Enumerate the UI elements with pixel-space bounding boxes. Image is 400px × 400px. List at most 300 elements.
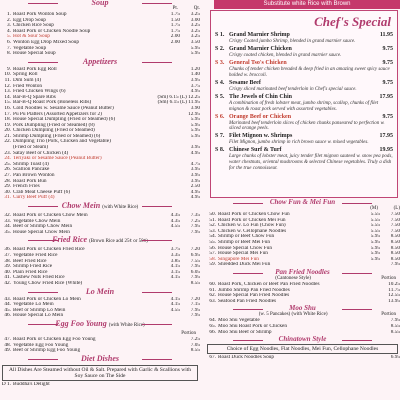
- item-price: 1.40: [190, 72, 200, 78]
- item-price-large: 7.50: [390, 217, 400, 223]
- substitute-banner: Substitute white Rice with Brown: [214, 0, 400, 9]
- item-number: 41.: [4, 275, 11, 281]
- item-price-large: 5.95: [190, 51, 200, 57]
- item-description: Large chunks of lobster meat, juicy tender filet mignon sauteed w. snow pea pods, water chestnuts, oriental mushrooms & selected Chinese vegetables. Truly a dish for the true connoisseur.: [229, 154, 393, 171]
- item-number: 9.: [7, 66, 11, 72]
- lomein-heading: [0, 287, 200, 297]
- item-name: Chinese Surf & Turf: [229, 147, 282, 154]
- item-price-large: 7.55: [190, 258, 200, 264]
- item-name: Roast Pork or Chicken Chow Mein: [13, 213, 88, 218]
- mooshu-sub2: (with White Rice): [291, 312, 328, 318]
- panfried-sub: (Cantonese Style): [275, 275, 311, 281]
- item-price: 10.25: [388, 281, 400, 287]
- item-name: French Fries: [13, 184, 40, 190]
- item-price-large: 6.05: [190, 269, 200, 275]
- item-name: Roast Duck Noodles Soup: [218, 355, 275, 361]
- item-name: Beef or Shrimp Lo Mein: [13, 307, 66, 313]
- item-price-large: 7.50: [390, 212, 400, 217]
- item-price-small: 4.15: [170, 302, 180, 308]
- friedrice-list: [0, 247, 200, 286]
- item-price-large: 7.95: [190, 229, 200, 235]
- item-price: 3.95: [190, 178, 200, 184]
- item-price: 6.95: [390, 355, 400, 361]
- item-name: Satay Beef or Chicken (4): [13, 150, 69, 156]
- item-name: Cashew Nuts Fried Rice: [13, 275, 65, 281]
- item-number: 36.: [4, 247, 11, 253]
- item-name: Cold Noodles w. Sesame Sauce (Peanut Butter): [13, 105, 114, 111]
- lomein-title: Lo Mein: [85, 286, 115, 296]
- item-name: House Special Soup: [13, 51, 56, 57]
- item-description: Crispy coated chicken, blended in grand marnier sauce.: [229, 53, 342, 59]
- item-number: 16.: [4, 105, 11, 111]
- mooshu-sub: (w. 5 Pancakes): [258, 312, 291, 318]
- item-name: Dim Sum (4): [13, 77, 41, 83]
- panfried-portion-label: Portion: [381, 275, 396, 281]
- chef-special-item: [211, 60, 397, 67]
- item-price: 9.75: [382, 113, 393, 120]
- chef-special-list: [211, 32, 397, 173]
- item-name: Wonton Egg Drop Mixed Soup: [13, 39, 80, 45]
- item-number: 56.: [209, 245, 216, 251]
- item-number: 12.: [4, 83, 11, 89]
- diet-note: All Dishes Are Steamed without Oil & Salt. Prepared with Garlic & Scallions with Soy Sauce on The Side: [2, 365, 198, 381]
- item-name: The Jewels of Chin Chin: [229, 93, 293, 100]
- item-number: 53.: [209, 228, 216, 234]
- item-number: 44.: [4, 302, 11, 308]
- mooshu-list: [205, 318, 400, 335]
- item-price-large: 5.95: [190, 45, 200, 51]
- item-number: 25.: [4, 161, 11, 167]
- item-description: Crispy Coated jumbo Shrimp, blended in grand marnier sauce.: [229, 39, 356, 44]
- item-number: 64.: [209, 318, 216, 324]
- item-price-small: 5.95: [370, 234, 380, 240]
- chowfun-heading: [205, 198, 400, 206]
- appetizers-heading: [0, 57, 200, 67]
- item-price-large: 7.35: [190, 213, 200, 218]
- chef-special-item: [211, 80, 397, 87]
- item-number: 59.: [209, 262, 216, 268]
- item-number: S 4.: [215, 79, 225, 86]
- mooshu-heading: [205, 304, 400, 312]
- item-number: 42.: [4, 280, 11, 286]
- item-price: 7.25: [190, 336, 200, 342]
- item-number: 51.: [209, 217, 216, 223]
- item-description: Crispy sliced marinated beef tenderloin in Chef's special sauce.: [229, 86, 357, 92]
- chef-special-item: [211, 46, 397, 53]
- item-number: 55.: [209, 239, 216, 245]
- item-price-large: 7.95: [390, 262, 400, 268]
- item-price: 4.95: [190, 189, 200, 195]
- item-price-large: 8.50: [390, 239, 400, 245]
- item-number: 13.: [4, 89, 11, 95]
- item-price-large: 8.50: [390, 251, 400, 257]
- item-number: S 1.: [215, 32, 225, 38]
- eggfooyoung-list: [0, 337, 200, 354]
- item-name: Moo Shu Vegetable: [218, 318, 260, 324]
- chowfun-m-label: (M): [370, 206, 378, 211]
- item-name: Jumbo Shrimp Pan Fried Noodles: [218, 287, 290, 293]
- item-number: 20.: [4, 128, 11, 134]
- item-price-small: 5.55: [370, 217, 380, 223]
- item-name: Orange Beef or Chicken: [229, 113, 292, 120]
- item-price-large: 7.50: [390, 223, 400, 229]
- chinatown-list: [205, 355, 400, 361]
- item-number: 18.: [4, 117, 11, 123]
- item-name: Roast Pork or Chicken Fried Rice: [13, 247, 85, 253]
- item-name: Plain Fried Rice: [13, 269, 48, 275]
- item-number: 67.: [209, 355, 216, 361]
- item-price-large: 7.95: [190, 307, 200, 313]
- item-number: 43.: [4, 296, 11, 302]
- item-price: 7.05: [190, 342, 200, 348]
- item-name: Chicken Rice Soup: [13, 23, 54, 29]
- item-price-large: 7.95: [190, 275, 200, 281]
- friedrice-sub: (Brown Rice add 25¢ or 50¢): [89, 239, 148, 245]
- item-name: Grand Marnier Chicken: [229, 46, 292, 53]
- left-column: [0, 0, 200, 387]
- item-price: 5.95: [190, 133, 200, 139]
- item-price: 12.95: [188, 111, 200, 117]
- item-price-small: 3.75: [170, 247, 180, 253]
- chowmein-title: Chow Mein: [61, 201, 101, 210]
- item-name: Shrimp or Beef Chow Fun: [218, 234, 275, 240]
- item-number: 45.: [4, 307, 11, 313]
- item-price: 8.55: [390, 329, 400, 335]
- item-price-small: 3.15: [170, 269, 180, 275]
- item-number: 62.: [209, 293, 216, 299]
- chinatown-heading: [205, 335, 400, 343]
- item-price: 11.75: [388, 287, 400, 293]
- item-price-small: 4.15: [170, 296, 180, 302]
- item-name: (Fried or Steam): [13, 145, 49, 151]
- item-price-small: 4.15: [170, 264, 180, 270]
- item-name: House Special Mei Fun: [218, 251, 268, 257]
- mooshu-title: Moo Shu: [289, 304, 316, 313]
- chef-special-item: [211, 114, 397, 121]
- item-number: 35.: [4, 229, 11, 235]
- item-number: 32.: [4, 213, 11, 218]
- chef-special-item: [211, 133, 397, 140]
- item-name: Shrimp or Beef Mei Fun: [218, 239, 271, 245]
- item-price: 9.75: [382, 79, 393, 86]
- item-description: Chunks of tender chicken breaded & deep fried in an amazing sweet spicy sauce holded w. broccoli.: [229, 67, 390, 78]
- item-price-large: 3.25: [190, 12, 200, 17]
- item-number: S 6.: [215, 113, 225, 120]
- item-number: 30.: [4, 189, 11, 195]
- mooshu-portion-label: Portion: [381, 312, 396, 318]
- item-name: Roast Pork Egg Roll: [13, 66, 57, 72]
- item-name: Pu Pu Platters (Assorted Appetizers for 2): [13, 111, 102, 117]
- right-column: [205, 198, 400, 361]
- item-number: 63.: [209, 298, 216, 304]
- item-name: House Special Dumpling (Fried or Steamed) (6): [13, 117, 116, 123]
- item-price-large: 7.20: [190, 296, 200, 302]
- item-price: 3.75: [190, 83, 200, 89]
- item-name: Bar-B-Q Roast Pork (Boneless Ribs): [13, 100, 92, 106]
- chef-special-box: [210, 10, 398, 198]
- item-name: Chicken w. Lo Fun (Chow Fun): [218, 223, 286, 229]
- item-price: 4.95: [190, 195, 200, 201]
- item-number: 48.: [4, 342, 11, 348]
- friedrice-title: Fried Rice: [52, 235, 88, 245]
- item-number: 21.: [4, 133, 11, 139]
- eggfooyoung-portion-label: Portion: [181, 330, 196, 336]
- item-number: 47.: [4, 336, 11, 342]
- item-number: 34.: [4, 224, 11, 230]
- item-name: Roast Pork or Chicken Mei Fun: [218, 217, 286, 223]
- item-number: 37.: [4, 252, 11, 258]
- item-price: 8.55: [190, 348, 200, 354]
- menu-item-row: [205, 355, 400, 361]
- item-name: Roast Pork, Chicken or Beef Pan Fried Noodles: [218, 281, 320, 287]
- item-number: 23.: [4, 150, 11, 156]
- item-name: Bar-B-Q Spare Ribs: [13, 94, 56, 100]
- soup-title: Soup: [91, 0, 109, 7]
- item-price-small: 5.55: [370, 223, 380, 229]
- item-name: Singapore Mei Fun: [218, 256, 259, 262]
- item-price: 9.75: [382, 46, 393, 53]
- item-name: Grand Marnier Shrimp: [229, 32, 290, 38]
- item-price-large: 3.25: [190, 23, 200, 29]
- item-name: Shrimp Toast (4): [13, 161, 49, 167]
- item-number: 4.: [7, 28, 11, 34]
- item-number: 29.: [4, 184, 11, 190]
- item-price-large: 3.50: [190, 39, 200, 45]
- chowfun-list: [205, 212, 400, 268]
- item-name: House Special Chow Fun: [218, 245, 272, 251]
- item-name: House Special Lo Mein: [13, 313, 64, 319]
- item-number: 19.: [4, 122, 11, 128]
- item-number: 1.: [7, 12, 11, 17]
- diet-heading: [0, 354, 200, 364]
- item-name: Young Chow Fried Rice (White): [13, 280, 83, 286]
- item-name: Buddha's Delight: [13, 381, 50, 387]
- friedrice-heading: [0, 235, 200, 247]
- item-name: General Tso's Chicken: [229, 60, 287, 67]
- item-name: Egg Drop Soup: [13, 17, 46, 23]
- item-number: 14.: [4, 94, 11, 100]
- item-name: Roast Pork or Chicken Lo Mein: [13, 296, 81, 302]
- item-name: Dumpling Trio (Pork, Chicken and Vegetable): [13, 139, 111, 145]
- item-name: Moo Shu Roast Pork or Chicken: [218, 323, 288, 329]
- item-name: Vegetable Fried Rice: [13, 252, 58, 258]
- item-name: Fried Wonton: [13, 83, 43, 89]
- item-price-small: 4.55: [170, 307, 180, 313]
- item-price-small: 4.15: [170, 275, 180, 281]
- item-name: Shrimp Dumpling (Fried or Steamed) (6): [13, 133, 101, 139]
- item-price-large: 7.95: [190, 313, 200, 319]
- item-price-large: 7.50: [390, 228, 400, 234]
- item-name: Vegetable Lo Mein: [13, 302, 54, 308]
- item-name: Roast Pork or Chicken Noodle Soup: [13, 28, 91, 34]
- item-name: Sesame Beef: [229, 79, 261, 86]
- item-price-small: 1.50: [170, 17, 180, 23]
- item-name: House Special Chow Mein: [13, 229, 70, 235]
- item-price-large: 7.95: [190, 264, 200, 270]
- item-price: 3.95: [190, 145, 200, 151]
- item-name: Roast Pork Wonton Soup: [13, 12, 67, 17]
- chef-special-item: [211, 147, 397, 154]
- chowmein-heading: [0, 201, 200, 213]
- item-price-large: 6.95: [190, 252, 200, 258]
- item-number: 54.: [209, 234, 216, 240]
- item-name: Vegetable Chow Mein: [13, 218, 61, 224]
- item-price: 13.95: [388, 298, 400, 304]
- chowmein-sub: (with White Rice): [102, 205, 139, 210]
- item-number: S 8.: [215, 147, 225, 154]
- item-number: 61.: [209, 287, 216, 293]
- item-number: 26.: [4, 167, 11, 173]
- item-price-small: 5.55: [370, 228, 380, 234]
- item-name: Shrimp Fried Rice: [13, 264, 53, 270]
- item-number: 24.: [4, 156, 11, 162]
- item-price: 3.95: [190, 173, 200, 179]
- panfried-heading: [205, 268, 400, 276]
- item-number: 6.: [7, 39, 11, 45]
- chowfun-l-label: (L): [393, 206, 400, 211]
- item-name: Chicken w. Cellophane Noodles: [218, 228, 287, 234]
- item-price: 2.50: [190, 184, 200, 190]
- item-number: 38.: [4, 258, 11, 264]
- item-price-small: 1.75: [170, 23, 180, 29]
- chef-special-title: Chef's Special: [314, 14, 391, 29]
- item-price-small: 2.00: [170, 34, 180, 40]
- chinatown-note: Choice of Egg Noodles, Flat Noodles, Mei Fun, Cellophane Noodles: [207, 344, 398, 354]
- item-name: Chicken Dumpling (Fried or Steamed): [13, 128, 95, 134]
- item-price-small: 4.55: [170, 224, 180, 230]
- item-price: 3.90: [190, 105, 200, 111]
- item-name: Fried Chicken Wings (6): [13, 89, 66, 95]
- item-price: 17.95: [379, 133, 393, 140]
- item-price-large: 8.50: [390, 256, 400, 262]
- item-price: 5.95: [190, 122, 200, 128]
- item-price-large: 8.55: [190, 280, 200, 286]
- appetizers-title: Appetizers: [82, 56, 118, 66]
- diet-title: Diet Dishes: [81, 353, 119, 363]
- eggfooyoung-sub: (with White Rice): [108, 322, 145, 328]
- item-number: 40.: [4, 269, 11, 275]
- item-name: Teriyaki or Sesame Sauce (Peanut Butter): [13, 156, 102, 162]
- item-price: 3.95: [190, 77, 200, 83]
- item-number: 11.: [4, 77, 11, 83]
- item-number: 52.: [209, 223, 216, 229]
- item-price-large: 3.25: [190, 28, 200, 34]
- item-number: 66.: [209, 329, 216, 335]
- item-number: S 5.: [215, 93, 225, 100]
- item-number: 50.: [209, 212, 216, 217]
- item-price-large: 8.50: [390, 234, 400, 240]
- chowmein-list: [0, 213, 200, 235]
- item-number: S 7.: [215, 133, 225, 140]
- item-price: 11.95: [379, 32, 393, 38]
- item-price: 9.75: [382, 60, 393, 67]
- item-number: 31.: [4, 195, 11, 201]
- item-name: House Special Pan Fried Noodles: [218, 293, 290, 299]
- item-price-large: 3.00: [190, 17, 200, 23]
- item-price: 4.75: [190, 161, 200, 167]
- item-name: Filet Mignon w. Shrimps: [229, 133, 293, 140]
- panfried-title: Pan Fried Noodles: [275, 267, 330, 276]
- item-name: Spring Roll: [13, 72, 38, 78]
- item-name: Crab Meat Cheese Puff (6): [13, 189, 70, 195]
- item-name: Vegetable Soup: [13, 45, 47, 51]
- soup-heading: [0, 0, 200, 8]
- item-price-small: 5.95: [370, 239, 380, 245]
- item-price-large: 7.15: [190, 302, 200, 308]
- item-number: 3.: [7, 23, 11, 29]
- item-number: S 3.: [215, 60, 225, 67]
- item-number: 33.: [4, 218, 11, 224]
- item-number: 39.: [4, 264, 11, 270]
- item-name: Beef Fried Rice: [13, 258, 47, 264]
- item-price: (Sm) 6.15 (L) 12.25: [157, 94, 200, 100]
- item-number: 5.: [7, 34, 11, 40]
- item-price: 4.95: [190, 150, 200, 156]
- chef-special-item: [211, 94, 397, 101]
- chowfun-title: Chow Fun & Mei Fun: [269, 198, 336, 206]
- item-name: Pork Dumpling (Fried or Steamed) (8): [13, 122, 95, 128]
- item-price-large: 7.20: [190, 247, 200, 253]
- item-price: 4.95: [190, 89, 200, 95]
- item-number: 7.: [7, 45, 11, 51]
- item-number: 46.: [4, 313, 11, 319]
- item-description: Filet Mignon, jumbo shrimp in rich brown sauce w. mixed vegetables.: [229, 140, 369, 146]
- item-price: 5.95: [190, 117, 200, 123]
- item-description: A combination of fresh lobster meat, jumbo shrimp, scallop, chunks of filet mignon & roast pork served with assorted vegetables.: [229, 100, 379, 112]
- item-price: (Sm) 6.15 (L) 11.95: [157, 100, 200, 106]
- eggfooyoung-heading: [0, 319, 200, 331]
- diet-list: [0, 382, 200, 388]
- item-name: Pan Brown Wonton: [13, 173, 55, 179]
- item-number: 28.: [4, 178, 11, 184]
- item-number: D 1.: [1, 381, 11, 387]
- item-price-small: 4.35: [170, 218, 180, 224]
- item-price: 3.95: [190, 167, 200, 173]
- item-price-small: 3.85: [170, 258, 180, 264]
- item-number: 8.: [7, 51, 11, 57]
- item-number: 60.: [209, 281, 216, 287]
- item-price: 7.95: [390, 318, 400, 324]
- item-name: Vegetable Egg Foo Young: [13, 342, 69, 348]
- soup-qt-label: Qt.: [193, 6, 200, 11]
- item-price-small: 3.35: [170, 252, 180, 258]
- item-number: 22.: [4, 139, 11, 145]
- item-name: Beef or Shrimp Egg Foo Young: [13, 348, 81, 354]
- menu-item-row: [0, 382, 200, 388]
- item-number: 65.: [209, 323, 216, 329]
- item-description: Marinated beef tenderloin slices of chicken chunks panseared to perfection w. sliced orange peels.: [229, 120, 385, 132]
- item-price: 17.95: [379, 93, 393, 100]
- item-price-small: 4.35: [170, 213, 180, 218]
- item-price-small: 5.95: [370, 245, 380, 251]
- appetizers-list: [0, 67, 200, 201]
- item-name: Shredded Duck Mei Fun: [218, 262, 271, 268]
- item-price-small: 5.55: [370, 212, 380, 217]
- item-number: 58.: [209, 256, 216, 262]
- item-number: 10.: [4, 72, 11, 78]
- item-price-large: 7.95: [190, 224, 200, 230]
- item-name: Hot & Sour Soup: [13, 34, 50, 40]
- item-price: 5.95: [190, 128, 200, 134]
- item-name: Curry Beef Puff (4): [13, 195, 55, 201]
- item-number: 27.: [4, 173, 11, 179]
- soup-list: [0, 12, 200, 57]
- item-price-small: 5.95: [370, 256, 380, 262]
- item-price: 12.55: [388, 293, 400, 299]
- item-number: 2.: [7, 17, 11, 23]
- item-price-small: 5.95: [370, 251, 380, 257]
- item-number: 17.: [4, 111, 11, 117]
